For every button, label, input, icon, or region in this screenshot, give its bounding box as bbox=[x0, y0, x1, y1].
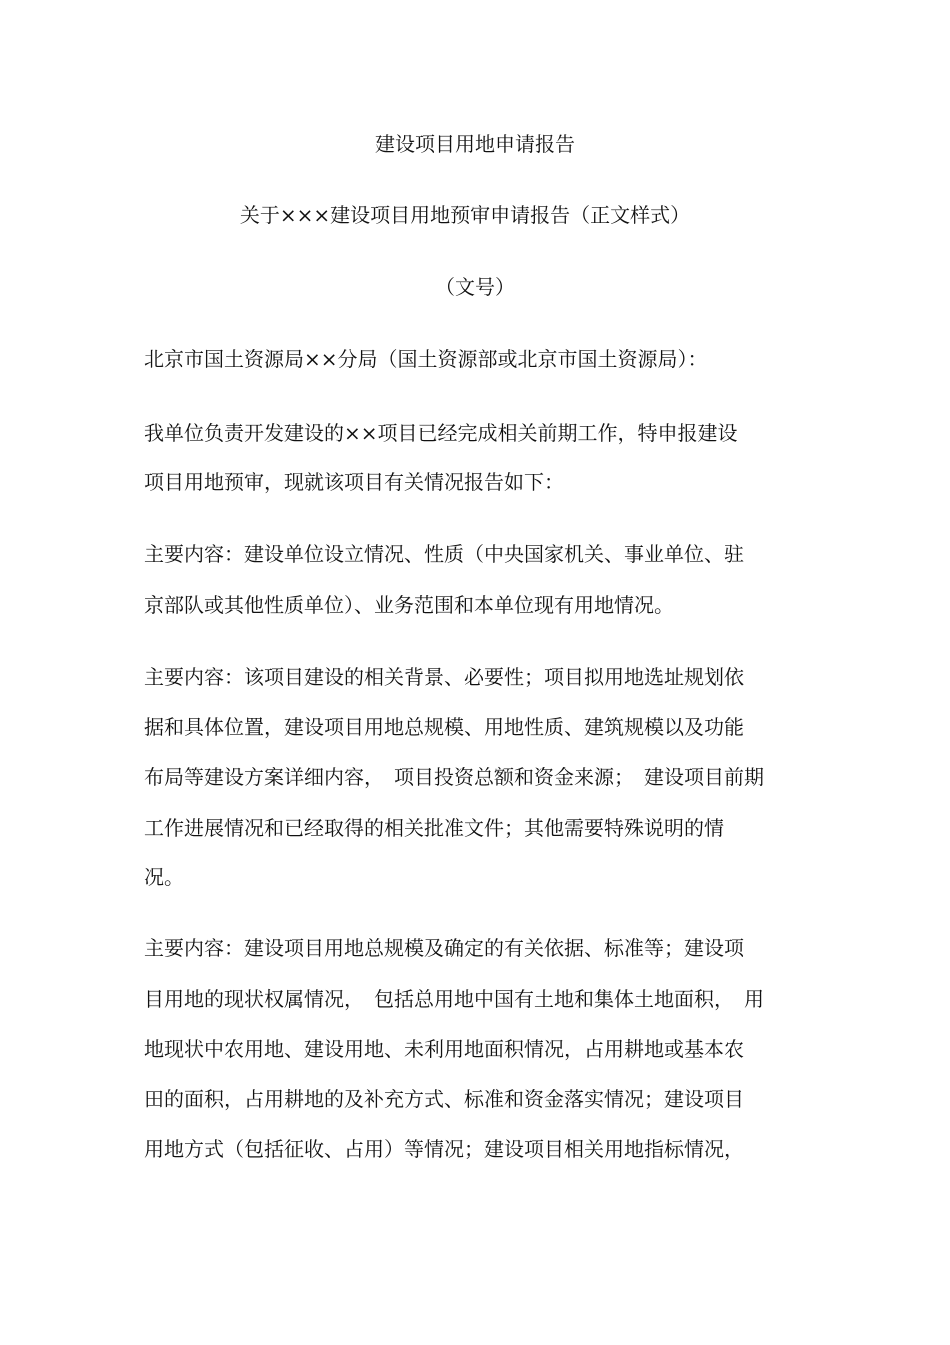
paragraph-4-line-4: 田的面积，占用耕地的及补充方式、标准和资金落实情况；建设项目 bbox=[144, 1087, 744, 1111]
paragraph-3-line-4: 工作进展情况和已经取得的相关批准文件；其他需要特殊说明的情 bbox=[144, 816, 724, 840]
paragraph-3-line-1: 主要内容：该项目建设的相关背景、必要性；项目拟用地选址规划依 bbox=[144, 665, 744, 689]
paragraph-2-line-2: 京部队或其他性质单位）、业务范围和本单位现有用地情况。 bbox=[144, 593, 674, 617]
paragraph-3-line-5: 况。 bbox=[144, 865, 184, 889]
document-title: 建设项目用地申请报告 bbox=[375, 132, 575, 156]
paragraph-4-line-3: 地现状中农用地、建设用地、未利用地面积情况，占用耕地或基本农 bbox=[144, 1037, 744, 1061]
paragraph-4-line-2: 目用地的现状权属情况， 包括总用地中国有土地和集体土地面积， 用 bbox=[144, 987, 764, 1011]
paragraph-4-line-5: 用地方式（包括征收、占用）等情况；建设项目相关用地指标情况， bbox=[144, 1137, 744, 1161]
paragraph-3-line-2: 据和具体位置，建设项目用地总规模、用地性质、建筑规模以及功能 bbox=[144, 715, 744, 739]
document-number: （文号） bbox=[435, 275, 515, 299]
paragraph-1-line-1: 我单位负责开发建设的××项目已经完成相关前期工作，特申报建设 bbox=[144, 421, 738, 445]
paragraph-4-line-1: 主要内容：建设项目用地总规模及确定的有关依据、标准等；建设项 bbox=[144, 936, 744, 960]
paragraph-3-line-3: 布局等建设方案详细内容， 项目投资总额和资金来源； 建设项目前期 bbox=[144, 765, 764, 789]
document-subtitle: 关于×××建设项目用地预审申请报告（正文样式） bbox=[239, 203, 691, 227]
paragraph-2-line-1: 主要内容：建设单位设立情况、性质（中央国家机关、事业单位、驻 bbox=[144, 542, 744, 566]
addressee: 北京市国土资源局××分局（国土资源部或北京市国土资源局）： bbox=[144, 347, 708, 371]
paragraph-1-line-2: 项目用地预审，现就该项目有关情况报告如下： bbox=[144, 470, 564, 494]
